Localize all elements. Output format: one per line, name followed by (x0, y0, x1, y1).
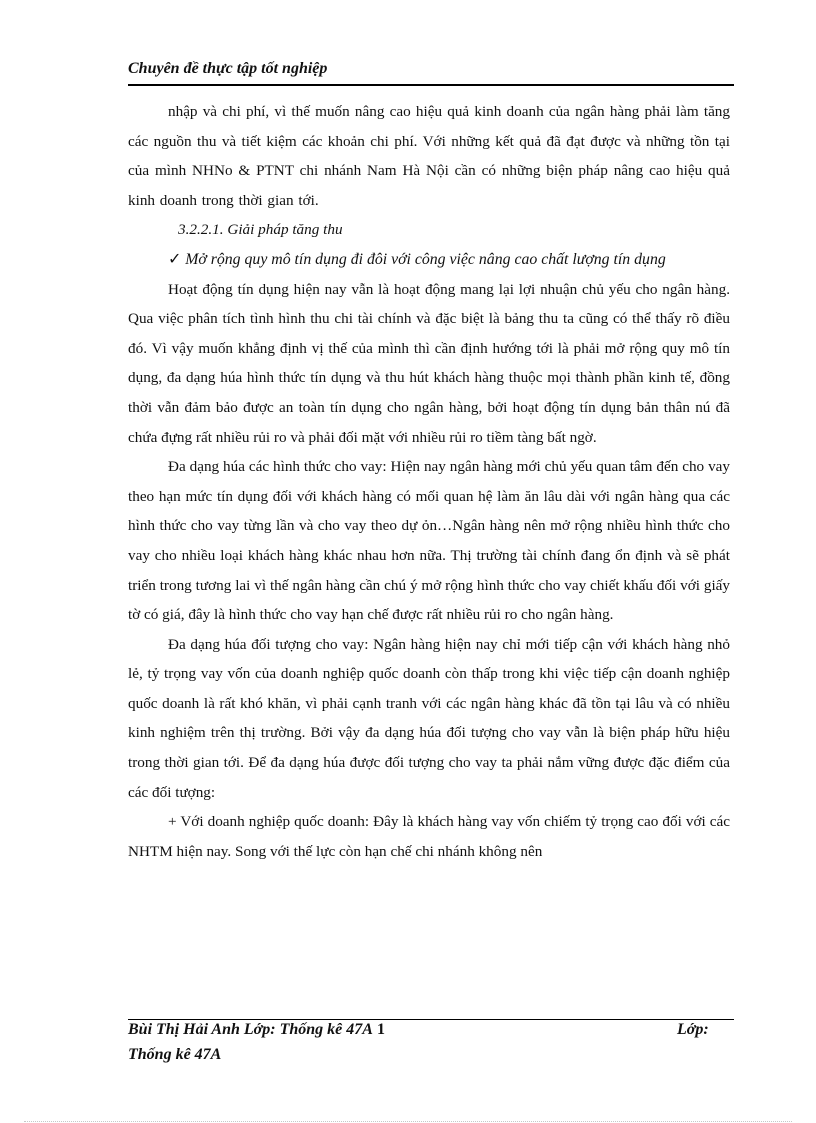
paragraph-credit-activity: Hoạt động tín dụng hiện nay vẫn là hoạt động mang lại lợi nhuận chủ yếu cho ngân hàng. Qua việc phân tích tình hình thu chi tài chính và đặc biệt là bảng thu ta cũng có thể thấy rõ điều đó. Vì vậy muốn khẳng định vị thế của mình thì cần định hướng tới là phải mở rộng quy mô tín dụng, đa dạng húa hình thức tín dụng và thu hút khách hàng thuộc mọi thành phần kinh tế, đồng thời vẫn đảm bảo được an toàn tín dụng cho ngân hàng, bởi hoạt động tín dụng bản thân nú đã chứa đựng rất nhiều rủi ro và phải đối mặt với nhiều rủi ro tiềm tàng bất ngờ. (128, 280, 730, 446)
page-boundary (24, 1121, 792, 1122)
footer-class-name: Thống kê 47A (128, 1046, 222, 1063)
bullet-item (128, 245, 730, 275)
footer-author-text: Bùi Thị Hải Anh Lớp: Thống kê 47A (128, 1021, 373, 1038)
page-header-title: Chuyên đề thực tập tốt nghiệp (128, 60, 328, 77)
section-subheading: 3.2.2.1. Giải pháp tăng thu (178, 221, 343, 239)
header-divider (128, 84, 734, 86)
document-body (128, 97, 730, 866)
paragraph-loan-targets: Đa dạng húa đối tượng cho vay: Ngân hàng hiện nay chỉ mới tiếp cận với khách hàng nhỏ lẻ, tỷ trọng vay vốn của doanh nghiệp quốc doanh còn thấp trong khi việc tiếp cận doanh nghiệp quốc doanh là rất khó khăn, vì phải cạnh tranh với các ngân hàng khác đã tồn tại lâu và có nhiều kinh nghiệm trên thị trường. Bởi vậy đa dạng húa đối tượng cho vay vẫn là biện pháp hữu hiệu trong thời gian tới. Để đa dạng húa được đối tượng cho vay ta phải nắm vững được đặc điểm của các đối tượng: (128, 635, 730, 801)
paragraph-intro: nhập và chi phí, vì thế muốn nâng cao hiệu quả kinh doanh của ngân hàng phải làm tăng các nguồn thu và tiết kiệm các khoản chi phí. Với những kết quả đã đạt được và những tồn tại của mình NHNo & PTNT chi nhánh Nam Hà Nội cần có những biện pháp nâng cao hiệu quả kinh doanh trong thời gian tới. (128, 103, 730, 209)
checkmark-icon: ✓ (168, 250, 182, 268)
paragraph-state-enterprises: + Với doanh nghiệp quốc doanh: Đây là khách hàng vay vốn chiếm tỷ trọng cao đối với các NHTM hiện nay. Song với thế lực còn hạn chế chi nhánh không nên (128, 813, 730, 860)
footer-divider (128, 1019, 734, 1020)
footer-class-label: Lớp: (677, 1021, 709, 1038)
page-number: 1 (376, 1021, 385, 1038)
footer-author-class (128, 1021, 385, 1039)
paragraph-loan-forms: Đa dạng húa các hình thức cho vay: Hiện nay ngân hàng mới chủ yếu quan tâm đến cho vay theo hạn mức tín dụng đối với khách hàng có mối quan hệ làm ăn lâu dài với ngân hàng qua các hình thức cho vay từng lần và cho vay theo dự ỏn…Ngân hàng nên mở rộng nhiều hình thức cho vay cho nhiều loại khách hàng khác nhau hơn nữa. Thị trường tài chính đang ổn định và sẽ phát triển trong tương lai vì thế ngân hàng cần chú ý mở rộng hình thức cho vay chiết khấu đối với giấy tờ có giá, đây là hình thức cho vay hạn chế được rất nhiều rủi ro cho ngân hàng. (128, 458, 730, 624)
bullet-text: Mở rộng quy mô tín dụng đi đôi với công việc nâng cao chất lượng tín dụng (185, 250, 666, 268)
